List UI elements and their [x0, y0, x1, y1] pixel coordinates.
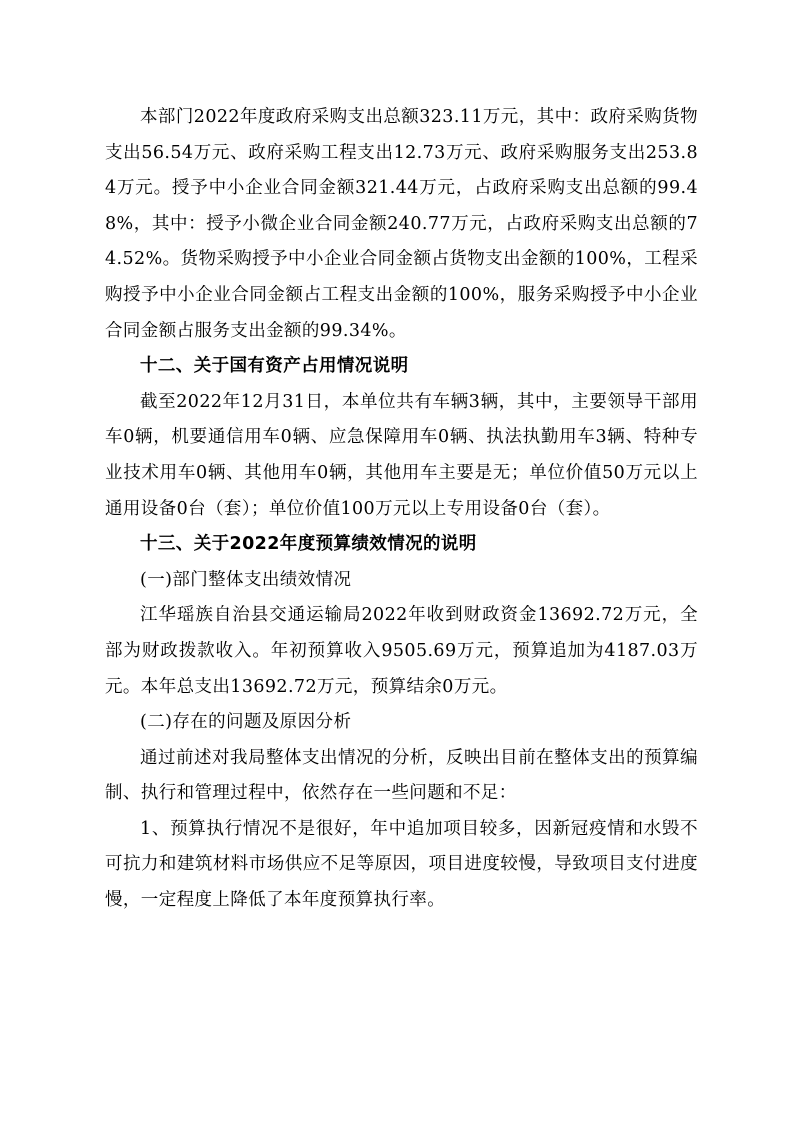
subheading-overall-performance: (一)部门整体支出绩效情况 — [140, 569, 352, 590]
section-13-heading: 十三、关于2022年度预算绩效情况的说明 — [140, 534, 477, 555]
problems-intro-paragraph: 通过前述对我局整体支出情况的分析，反映出目前在整体支出的预算编制、执行和管理过程中，依然存在一些问题和不足： — [105, 747, 698, 804]
problem-1-paragraph: 1、预算执行情况不是很好，年中追加项目较多，因新冠疫情和水毁不可抗力和建筑材料市场供应不足等原因，项目进度较慢，导致项目支付进度慢，一定程度上降低了本年度预算执行率。 — [105, 818, 698, 911]
overall-performance-paragraph: 江华瑶族自治县交通运输局2022年收到财政资金13692.72万元，全部为财政拨款收入。年初预算收入9505.69万元，预算追加为4187.03万元。本年总支出13692.72万元，预算结余0万元。 — [105, 605, 698, 697]
assets-paragraph: 截至2022年12月31日，本单位共有车辆3辆，其中，主要领导干部用车0辆，机要通信用车0辆、应急保障用车0辆、执法执勤用车3辆、特种专业技术用车0辆、其他用车0辆，其他用车主要是无；单位价值50万元以上通用设备0台（套）；单位价值100万元以上专用设备0台（套）。 — [105, 391, 698, 519]
section-12-heading: 十二、关于国有资产占用情况说明 — [140, 356, 409, 377]
subheading-problems: (二)存在的问题及原因分析 — [140, 712, 352, 733]
document-body — [105, 100, 698, 919]
procurement-paragraph: 本部门2022年度政府采购支出总额323.11万元，其中：政府采购货物支出56.54万元、政府采购工程支出12.73万元、政府采购服务支出253.84万元。授予中小企业合同金额321.44万元，占政府采购支出总额的99.48%，其中：授予小微企业合同金额240.77万元，占政府采购支出总额的74.52%。货物采购授予中小企业合同金额占货物支出金额的100%，工程采购授予中小企业合同金额占工程支出金额的100%，服务采购授予中小企业合同金额占服务支出金额的99.34%。 — [105, 107, 698, 341]
